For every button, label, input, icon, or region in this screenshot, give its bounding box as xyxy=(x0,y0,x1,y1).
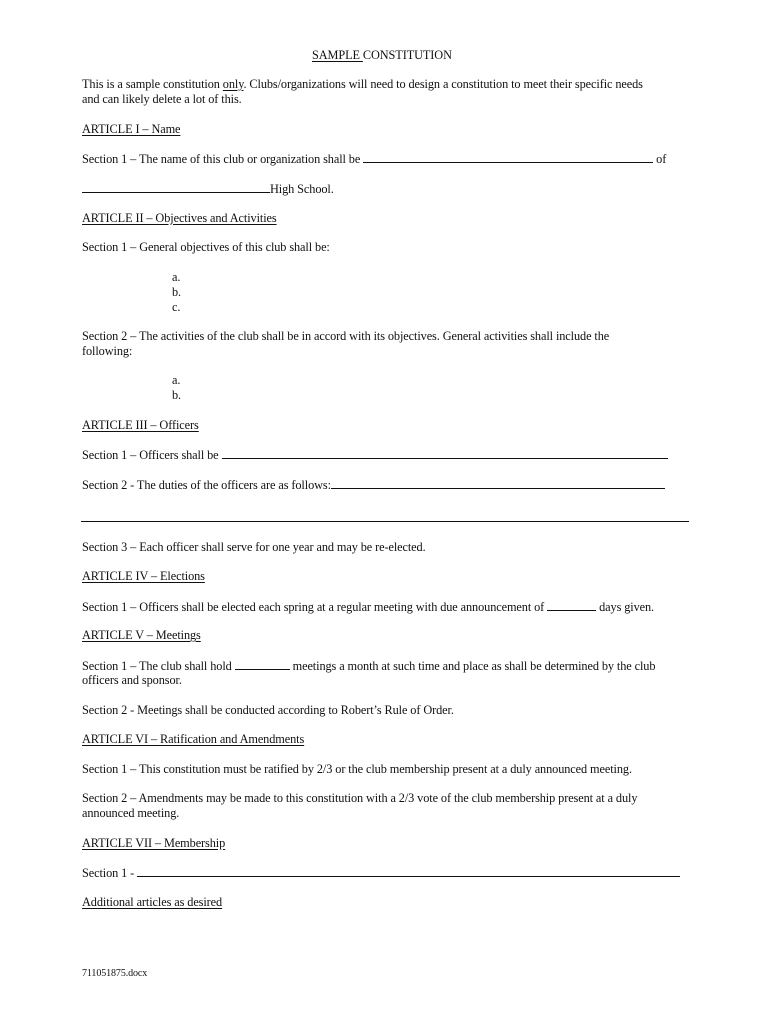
activity-item-b: b. xyxy=(172,388,182,402)
intro-emphasis-only: only xyxy=(222,77,244,91)
article-6-section-1: Section 1 – This constitution must be ratified by 2/3 or the club membership present at a duly announced meeting. xyxy=(82,762,632,776)
article-5-section-1-line-2: officers and sponsor. xyxy=(82,673,182,687)
officer-duties-blank[interactable] xyxy=(331,477,665,489)
title-underlined-part: SAMPLE xyxy=(312,48,363,62)
article-7-section-1: Section 1 - xyxy=(82,865,680,881)
objective-item-c: c. xyxy=(172,300,181,314)
article-4-section-1: Section 1 – Officers shall be elected each spring at a regular meeting with due announcement of days given. xyxy=(82,600,655,614)
membership-blank[interactable] xyxy=(137,865,680,877)
intro-line-2: and can likely delete a lot of this. xyxy=(82,92,242,106)
article-3-section-1: Section 1 – Officers shall be xyxy=(82,447,668,463)
article-1-section-1: Section 1 – The name of this club or organization shall be of xyxy=(82,152,667,166)
article-7-heading: ARTICLE VII – Membership xyxy=(82,836,226,850)
article-2-section-2-line-2: following: xyxy=(82,344,133,358)
article-2-heading: ARTICLE II – Objectives and Activities xyxy=(82,211,277,225)
club-name-blank[interactable] xyxy=(363,151,653,163)
article-2-section-2-line-1: Section 2 – The activities of the club shall be in accord with its objectives. General activities shall include the xyxy=(82,329,610,343)
article-5-section-2: Section 2 - Meetings shall be conducted according to Robert’s Rule of Order. xyxy=(82,703,454,717)
school-name-blank[interactable] xyxy=(82,181,270,193)
intro-line-1: This is a sample constitution only. Clubs/organizations will need to design a constitution to meet their specific needs xyxy=(82,77,643,91)
officer-duties-continuation-line[interactable] xyxy=(81,521,689,522)
announcement-days-blank[interactable] xyxy=(547,599,596,611)
objective-item-a: a. xyxy=(172,270,181,284)
article-2-section-1: Section 1 – General objectives of this club shall be: xyxy=(82,240,330,254)
document-title xyxy=(312,48,452,63)
title-rest: CONSTITUTION xyxy=(362,48,452,62)
article-3-section-2: Section 2 - The duties of the officers are as follows: xyxy=(82,477,665,493)
article-6-section-2-line-2: announced meeting. xyxy=(82,806,180,820)
meetings-per-month-blank[interactable] xyxy=(235,658,290,670)
article-1-heading: ARTICLE I – Name xyxy=(82,122,181,136)
article-5-section-1: Section 1 – The club shall hold meetings a month at such time and place as shall be determined by the club xyxy=(82,659,656,673)
activity-item-a: a. xyxy=(172,373,181,387)
article-5-heading: ARTICLE V – Meetings xyxy=(82,628,201,642)
article-4-heading: ARTICLE IV – Elections xyxy=(82,569,205,583)
officers-blank[interactable] xyxy=(222,447,668,459)
article-6-heading: ARTICLE VI – Ratification and Amendments xyxy=(82,732,305,746)
article-3-section-3: Section 3 – Each officer shall serve for one year and may be re-elected. xyxy=(82,540,426,554)
objective-item-b: b. xyxy=(172,285,182,299)
article-3-heading: ARTICLE III – Officers xyxy=(82,418,199,432)
additional-articles-note: Additional articles as desired xyxy=(82,895,223,909)
article-6-section-2-line-1: Section 2 – Amendments may be made to this constitution with a 2/3 vote of the club membership present at a duly xyxy=(82,791,638,805)
article-1-section-1-line-2: High School. xyxy=(82,181,334,197)
footer-filename: 711051875.docx xyxy=(82,968,148,979)
